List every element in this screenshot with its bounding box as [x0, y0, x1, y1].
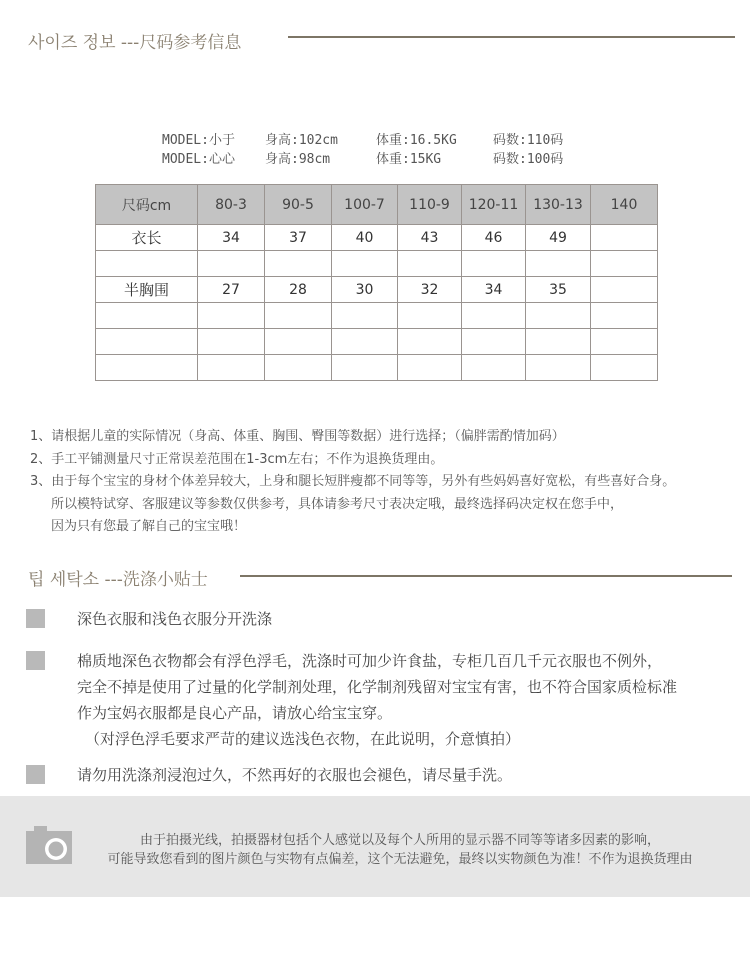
model-height: 身高:98cm	[265, 152, 331, 167]
table-cell	[526, 251, 591, 277]
table-row	[96, 329, 658, 355]
tip-item	[26, 648, 677, 752]
table-header-cell: 90-5	[265, 185, 332, 225]
note-line: 1、请根据儿童的实际情况（身高、体重、胸围、臀围等数据）进行选择；（偏胖需酌情加码）	[30, 429, 565, 444]
table-cell	[198, 329, 265, 355]
table-cell: 28	[265, 277, 332, 303]
model-info	[162, 131, 563, 169]
table-cell	[462, 303, 526, 329]
note-line: 3、由于每个宝宝的身材个体差异较大，上身和腿长短胖瘦都不同等等，另外有些妈妈喜好宽松，有些喜好合身。	[30, 474, 676, 489]
disclaimer-line: 可能导致您看到的图片颜色与实物有点偏差，这个无法避免，最终以实物颜色为准！不作为退换货理由	[107, 852, 693, 867]
table-cell: 34	[462, 277, 526, 303]
bullet-square-icon	[26, 651, 45, 670]
model-height: 身高:102cm	[265, 133, 338, 148]
disclaimer-text	[80, 831, 720, 869]
table-cell	[96, 329, 198, 355]
tip-line: 棉质地深色衣物都会有浮色浮毛，洗涤时可加少许食盐，专柜几百几千元衣服也不例外，	[77, 652, 663, 670]
table-cell	[398, 355, 462, 381]
table-cell	[265, 251, 332, 277]
table-row	[96, 277, 658, 303]
table-cell	[462, 251, 526, 277]
model-size: 码数:100码	[493, 152, 564, 167]
model-weight: 体重:16.5KG	[376, 133, 457, 148]
table-cell	[591, 225, 658, 251]
tip-line: （对浮色浮毛要求严苛的建议选浅色衣物，在此说明，介意慎拍）	[85, 730, 521, 748]
table-cell	[332, 251, 398, 277]
tip-line: 完全不掉是使用了过量的化学制剂处理，化学制剂残留对宝宝有害，也不符合国家质检标准	[77, 678, 678, 696]
size-table-header	[96, 185, 658, 225]
bullet-square-icon	[26, 765, 45, 784]
washing-tips-heading: 팁 세탁소 ---洗涤小贴士	[28, 570, 208, 590]
table-cell	[332, 355, 398, 381]
table-row	[96, 303, 658, 329]
table-row	[96, 251, 658, 277]
table-header-cell: 140	[591, 185, 658, 225]
table-cell: 半胸围	[96, 277, 198, 303]
note-line: 因为只有您最了解自己的宝宝哦！	[51, 519, 247, 534]
table-cell: 40	[332, 225, 398, 251]
table-cell: 46	[462, 225, 526, 251]
table-row	[96, 355, 658, 381]
tip-line: 深色衣服和浅色衣服分开洗涤	[77, 610, 273, 628]
table-cell	[398, 303, 462, 329]
table-cell	[398, 251, 462, 277]
model-row	[162, 150, 563, 169]
size-info-heading: 사이즈 정보 ---尺码参考信息	[28, 33, 242, 53]
tip-item	[26, 762, 677, 788]
camera-icon	[26, 826, 72, 864]
table-cell	[591, 355, 658, 381]
table-cell: 43	[398, 225, 462, 251]
table-header-cell: 110-9	[398, 185, 462, 225]
table-cell	[591, 251, 658, 277]
bullet-square-icon	[26, 609, 45, 628]
table-cell	[526, 329, 591, 355]
table-cell	[526, 303, 591, 329]
disclaimer-footer	[0, 796, 750, 897]
table-cell	[265, 329, 332, 355]
disclaimer-line: 由于拍摄光线，拍摄器材包括个人感觉以及每个人所用的显示器不同等等诸多因素的影响，	[139, 833, 660, 848]
model-weight: 体重:15KG	[376, 152, 442, 167]
table-cell: 49	[526, 225, 591, 251]
model-name: MODEL:小于	[162, 133, 235, 148]
model-name: MODEL:心心	[162, 152, 235, 167]
table-cell: 32	[398, 277, 462, 303]
table-header-cell: 130-13	[526, 185, 591, 225]
table-cell	[462, 355, 526, 381]
size-info-divider	[288, 36, 735, 38]
table-row	[96, 225, 658, 251]
table-cell: 37	[265, 225, 332, 251]
table-cell: 35	[526, 277, 591, 303]
table-cell	[96, 251, 198, 277]
size-notes	[30, 426, 675, 539]
table-cell: 衣长	[96, 225, 198, 251]
tip-line: 作为宝妈衣服都是良心产品，请放心给宝宝穿。	[77, 704, 393, 722]
table-header-cell: 100-7	[332, 185, 398, 225]
table-cell	[591, 329, 658, 355]
table-cell	[265, 355, 332, 381]
table-cell	[96, 355, 198, 381]
table-cell	[332, 329, 398, 355]
table-cell	[591, 303, 658, 329]
table-cell	[398, 329, 462, 355]
model-size: 码数:110码	[493, 133, 564, 148]
table-cell	[332, 303, 398, 329]
tip-item	[26, 606, 677, 632]
table-cell	[198, 303, 265, 329]
table-header-cell: 尺码cm	[96, 185, 198, 225]
table-header-cell: 80-3	[198, 185, 265, 225]
washing-tips-divider	[240, 575, 732, 577]
tip-line: 请勿用洗涤剂浸泡过久，不然再好的衣服也会褪色，请尽量手洗。	[77, 766, 513, 784]
model-row	[162, 131, 563, 150]
table-cell	[462, 329, 526, 355]
table-cell: 27	[198, 277, 265, 303]
size-table	[95, 184, 658, 381]
table-cell	[198, 355, 265, 381]
table-cell: 30	[332, 277, 398, 303]
table-cell	[526, 355, 591, 381]
table-cell	[198, 251, 265, 277]
note-line: 所以模特试穿、客服建议等参数仅供参考，具体请参考尺寸表决定哦，最终选择码决定权在您手中，	[51, 496, 624, 512]
table-cell	[591, 277, 658, 303]
table-header-cell: 120-11	[462, 185, 526, 225]
table-cell	[96, 303, 198, 329]
washing-tips-list	[26, 606, 677, 788]
table-cell	[265, 303, 332, 329]
note-line: 2、手工平铺测量尺寸正常误差范围在1-3cm左右；不作为退换货理由。	[30, 451, 444, 467]
table-cell: 34	[198, 225, 265, 251]
